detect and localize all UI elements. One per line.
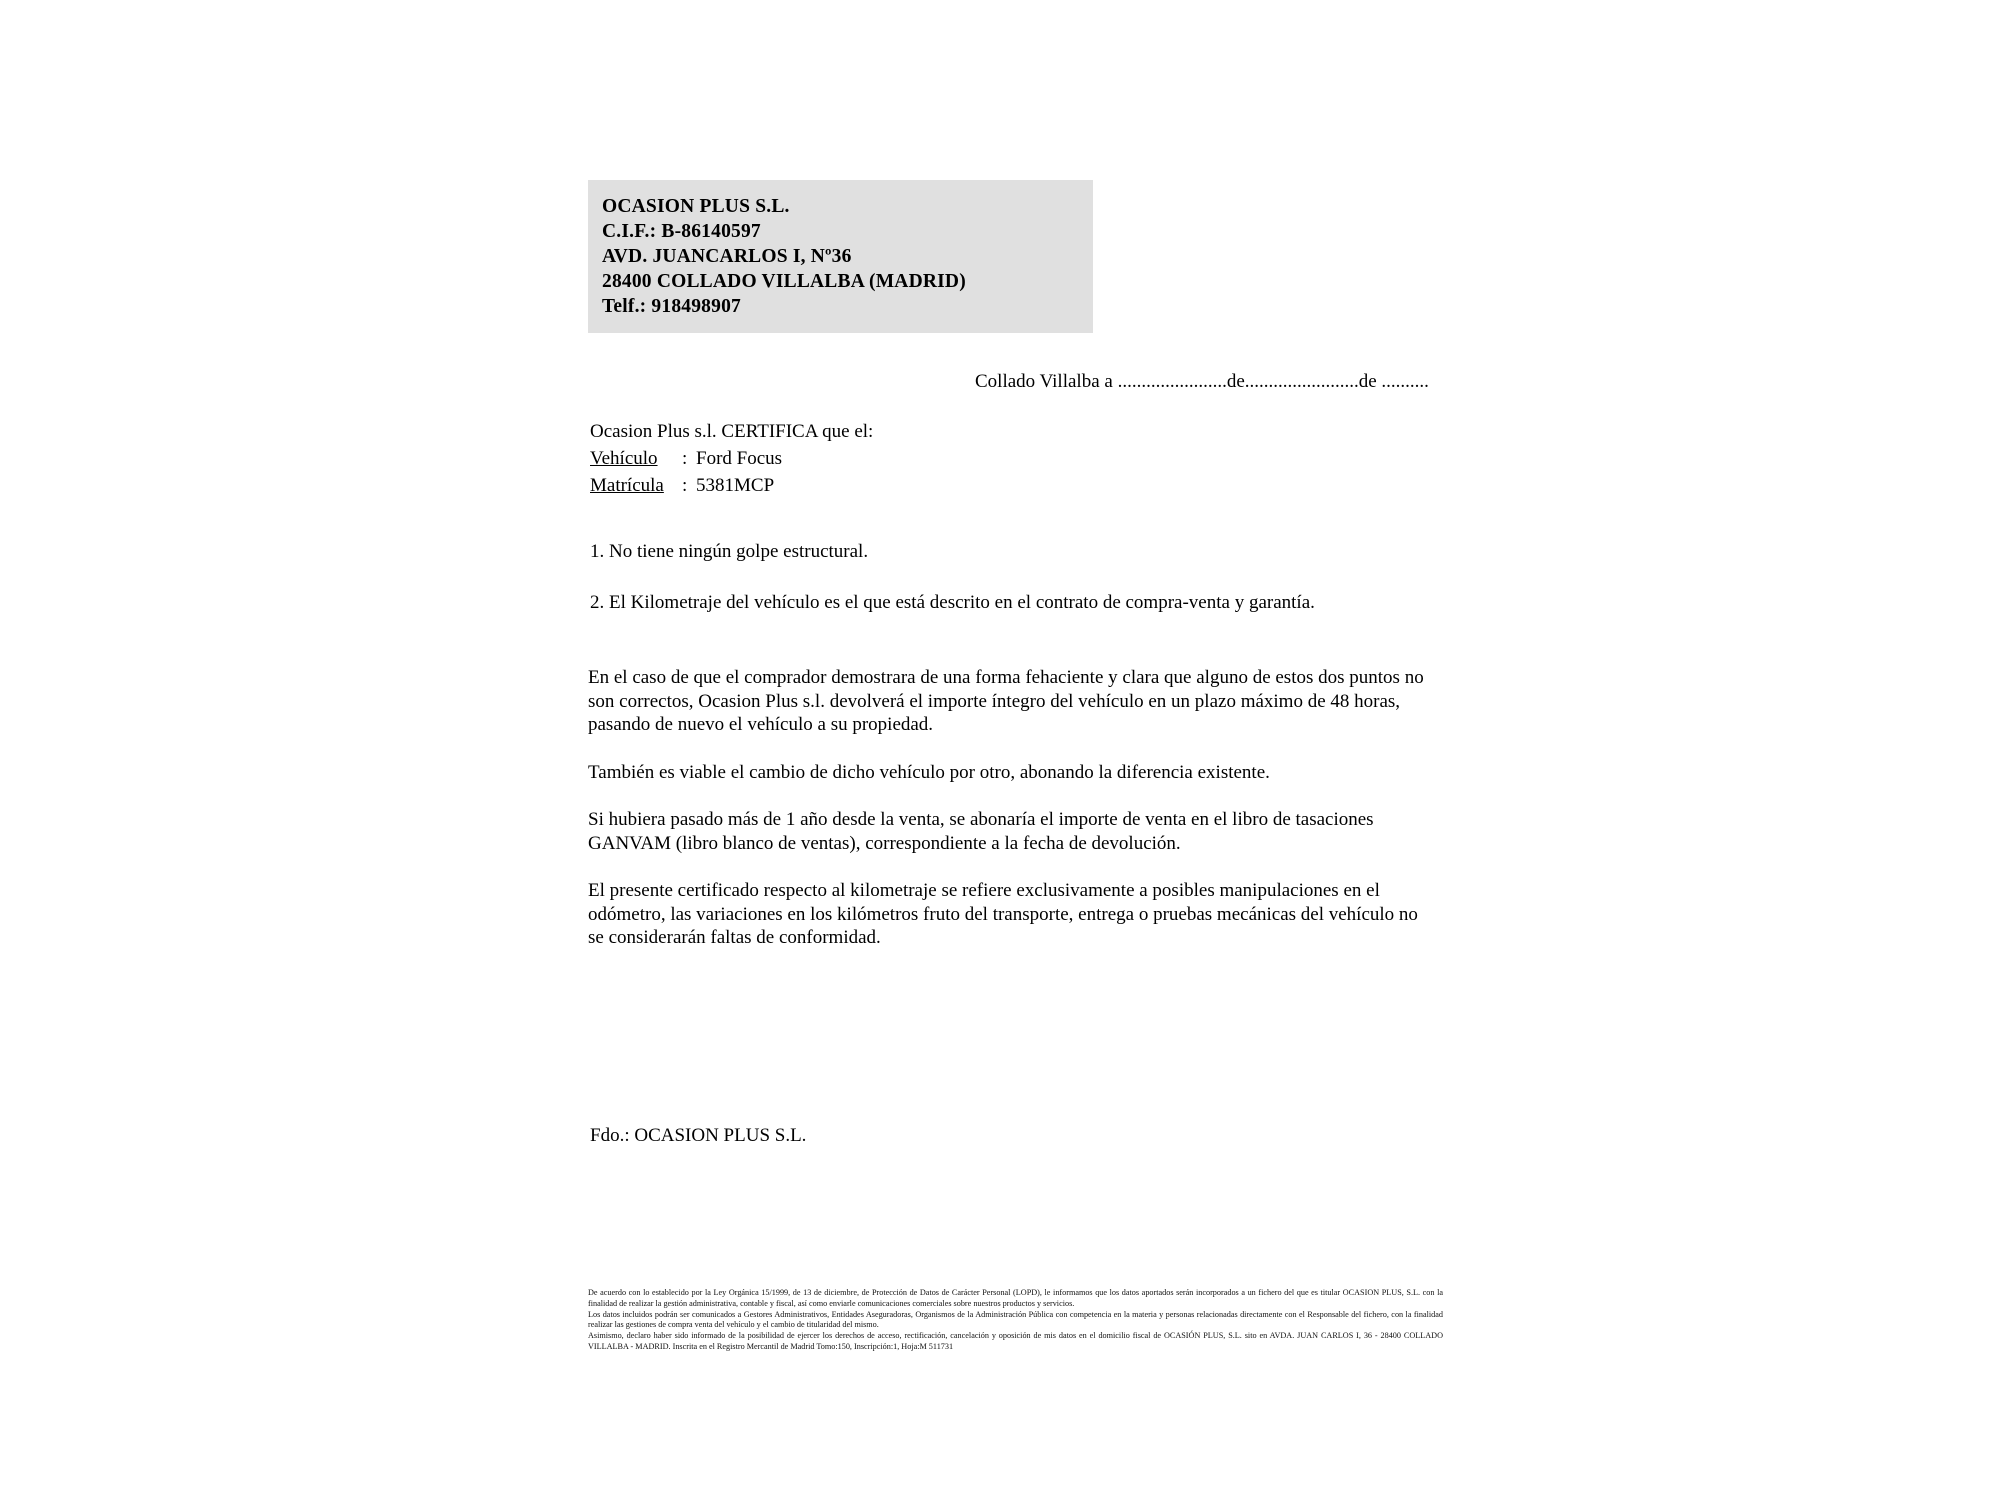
paragraph-refund: En el caso de que el comprador demostrara de una forma fehaciente y clara que alguno de estos dos puntos no son correctos, Ocasion Plus s.l. devolverá el importe íntegro del vehículo en un plazo máximo de 48 horas, pasando de nuevo el vehículo a su propiedad. [588, 667, 1424, 735]
date-line: Collado Villalba a .......................de........................de .......... [975, 371, 1429, 392]
paragraph-ganvam: Si hubiera pasado más de 1 año desde la venta, se abonaría el importe de venta en el libro de tasaciones GANVAM (libro blanco de ventas), correspondiente a la fecha de devolución. [588, 809, 1374, 854]
company-city: 28400 COLLADO VILLALBA (MADRID) [602, 271, 966, 292]
plate-row [590, 472, 873, 499]
certified-point-2: 2. El Kilometraje del vehículo es el que está descrito en el contrato de compra-venta y garantía. [590, 592, 1315, 613]
certified-point-1: 1. No tiene ningún golpe estructural. [590, 541, 869, 562]
company-cif: C.I.F.: B-86140597 [602, 221, 761, 242]
plate-label: Matrícula [590, 475, 664, 496]
company-phone: Telf.: 918498907 [602, 296, 741, 317]
company-address: AVD. JUANCARLOS I, Nº36 [602, 246, 852, 267]
plate-separator: : [682, 475, 688, 496]
company-header-block [588, 180, 1093, 333]
legal-notice-paragraph-2: Los datos incluidos podrán ser comunicados a Gestores Administrativos, Entidades Aseguradoras, Organismos de la Administración Pública con competencia en la materia y personas relacionadas directamente con el Responsable del fichero, con la finalidad realizar las gestiones de compra venta del vehículo y el cambio de titularidad del mismo. [588, 1309, 1443, 1329]
legal-notice-paragraph-1: De acuerdo con lo establecido por la Ley Orgánica 15/1999, de 13 de diciembre, de Protección de Datos de Carácter Personal (LOPD), le informamos que los datos aportados serán incorporados a un fichero del que es titular OCASION PLUS, S.L. con la finalidad de realizar la gestión administrativa, contable y fiscal, así como enviarle comunicaciones comerciales sobre nuestros productos y servicios. [588, 1288, 1443, 1308]
vehicle-value: Ford Focus [696, 448, 783, 469]
paragraph-odometer: El presente certificado respecto al kilometraje se refiere exclusivamente a posibles manipulaciones en el odómetro, las variaciones en los kilómetros fruto del transporte, entrega o pruebas mecánicas del vehículo no se considerarán faltas de conformidad. [588, 880, 1418, 948]
certification-intro: Ocasion Plus s.l. CERTIFICA que el: [590, 421, 874, 442]
plate-value: 5381MCP [696, 475, 775, 496]
certification-block [590, 418, 873, 499]
vehicle-separator: : [682, 448, 688, 469]
legal-notice-paragraph-3: Asimismo, declaro haber sido informado de la posibilidad de ejercer los derechos de acceso, rectificación, cancelación y oposición de mis datos en el domicilio fiscal de OCASIÓN PLUS, S.L. sito en AVDA. JUAN CARLOS I, 36 - 28400 COLLADO VILLALBA - MADRID. Inscrita en el Registro Mercantil de Madrid Tomo:150, Inscripción:1, Hoja:M 511731 [588, 1331, 1443, 1351]
signature-line: Fdo.: OCASION PLUS S.L. [590, 1125, 807, 1146]
paragraph-exchange: También es viable el cambio de dicho vehículo por otro, abonando la diferencia existente. [588, 761, 1270, 783]
body-paragraphs [588, 666, 1433, 974]
certified-points-list [590, 540, 1315, 642]
company-name: OCASION PLUS S.L. [602, 196, 790, 217]
vehicle-label: Vehículo [590, 448, 658, 469]
legal-notice [588, 1288, 1443, 1353]
vehicle-row [590, 445, 873, 472]
